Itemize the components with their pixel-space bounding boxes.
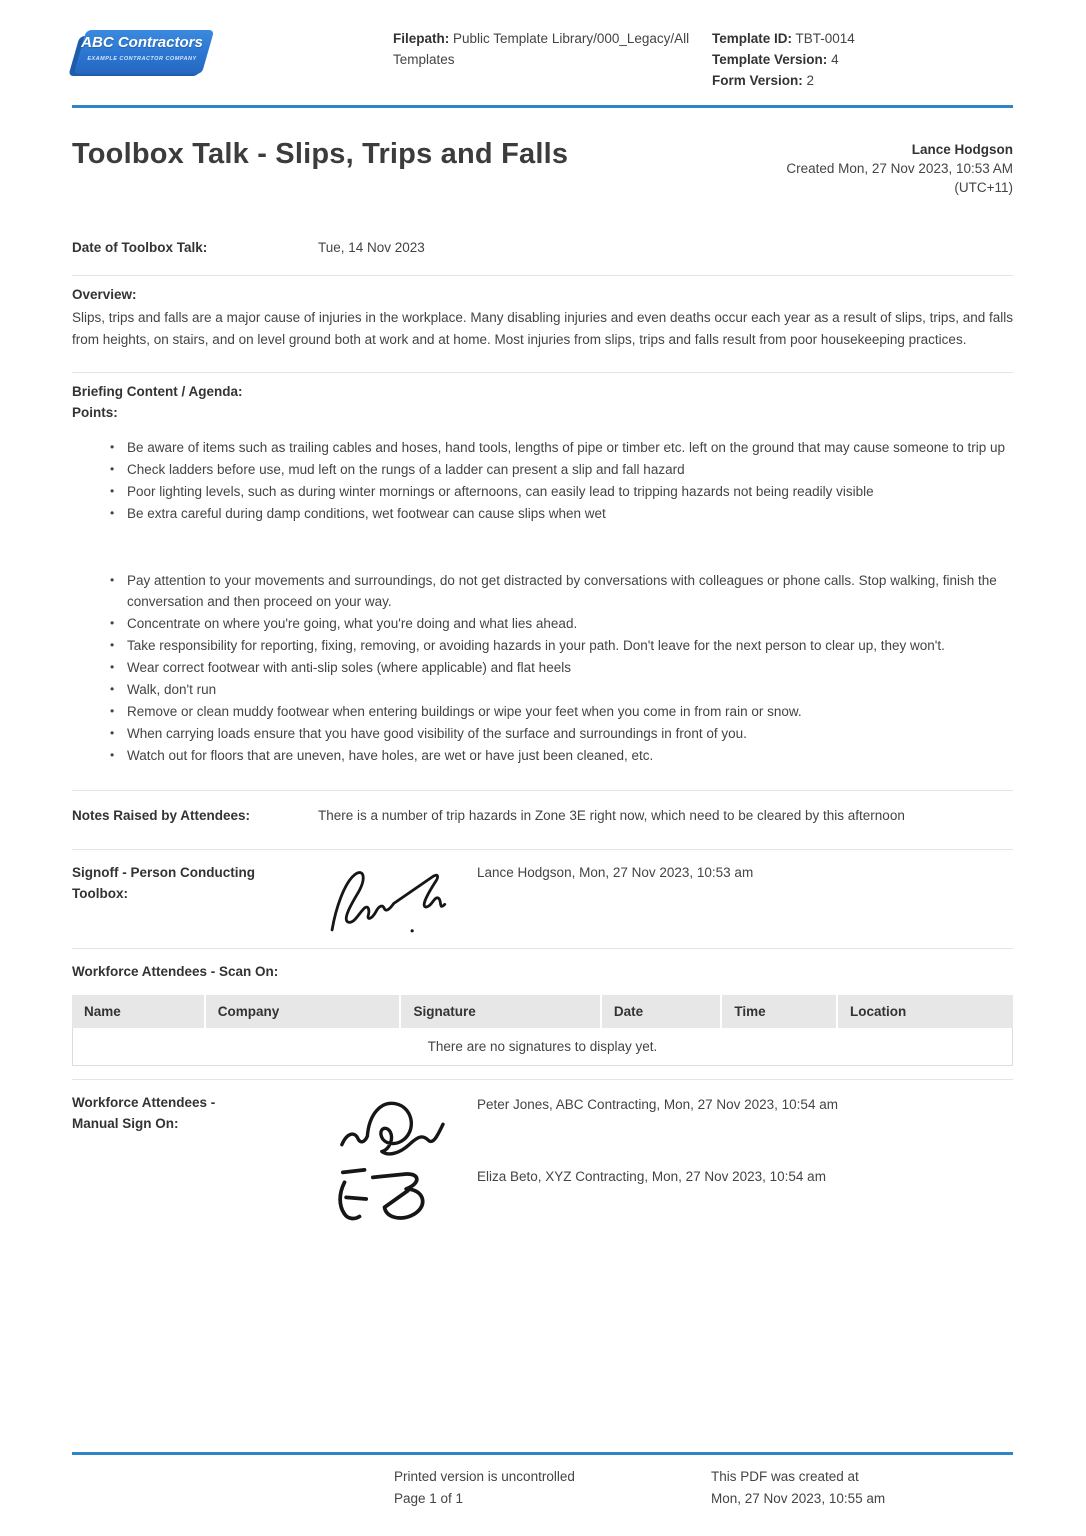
manual-sign-on-entry xyxy=(318,1164,1013,1224)
document-header xyxy=(72,28,1013,91)
overview-label: Overview: xyxy=(72,287,137,302)
briefing-point: • Pay attention to your movements and surroundings, do not get distracted by conversations with colleagues or phone calls. Stop walking, finish the conversation and then proceed on your way. xyxy=(110,570,1013,612)
signoff-value: Lance Hodgson, Mon, 27 Nov 2023, 10:53 am xyxy=(477,865,754,880)
manual-sign-on-entry xyxy=(318,1092,1013,1160)
footer-uncontrolled-note: Printed version is uncontrolled xyxy=(394,1469,575,1484)
document-footer xyxy=(72,1452,1013,1515)
filepath-value: Public Template Library/000_Legacy/All Templates xyxy=(393,31,690,67)
notes-value: There is a number of trip hazards in Zone 3E right now, which need to be cleared by this afternoon xyxy=(318,808,905,823)
overview-section xyxy=(72,276,1013,351)
briefing-point: • Be extra careful during damp conditions, wet footwear can cause slips when wet xyxy=(110,503,1013,524)
section-divider xyxy=(72,1079,1013,1080)
template-id-value: TBT-0014 xyxy=(795,31,855,46)
footer-created-datetime: Mon, 27 Nov 2023, 10:55 am xyxy=(711,1491,886,1506)
author-name: Lance Hodgson xyxy=(911,142,1013,157)
scan-on-table-header-row xyxy=(72,995,1013,1028)
form-version-value: 2 xyxy=(806,73,815,88)
manual-signature-2 xyxy=(318,1164,477,1224)
created-info xyxy=(786,138,1013,197)
manual-signature-1 xyxy=(318,1092,477,1160)
manual-entry-text: Eliza Beto, XYZ Contracting, Mon, 27 Nov 2023, 10:54 am xyxy=(477,1169,826,1184)
briefing-point: • When carrying loads ensure that you have good visibility of the surface and surroundings in front of you. xyxy=(110,723,1013,744)
footer-created-note: This PDF was created at xyxy=(711,1469,859,1484)
manual-entry-text: Peter Jones, ABC Contracting, Mon, 27 Nov 2023, 10:54 am xyxy=(477,1097,838,1112)
manual-sign-on-section xyxy=(72,1092,1013,1224)
logo-title: ABC Contractors xyxy=(81,34,203,51)
notes-label: Notes Raised by Attendees: xyxy=(72,808,251,823)
briefing-point: • Remove or clean muddy footwear when entering buildings or wipe your feet when you come in from rain or snow. xyxy=(110,701,1013,722)
briefing-section xyxy=(72,373,1013,766)
briefing-points-group-1 xyxy=(72,437,1013,524)
briefing-point: • Wear correct footwear with anti-slip soles (where applicable) and flat heels xyxy=(110,657,1013,678)
column-header-location: Location xyxy=(836,995,1013,1028)
form-version-label: Form Version: xyxy=(712,73,803,88)
column-header-time: Time xyxy=(720,995,836,1028)
column-header-name: Name xyxy=(72,995,204,1028)
date-label: Date of Toolbox Talk: xyxy=(72,240,208,255)
section-divider xyxy=(72,849,1013,850)
template-id-label: Template ID: xyxy=(712,31,793,46)
signature-eliza-beto-icon xyxy=(336,1164,428,1224)
filepath-label: Filepath: xyxy=(393,31,450,46)
briefing-label: Briefing Content / Agenda: xyxy=(72,384,243,399)
briefing-points-group-2 xyxy=(72,570,1013,766)
scan-on-table xyxy=(72,995,1013,1066)
header-divider-line xyxy=(72,105,1013,108)
signoff-label-line1: Signoff - Person Conducting xyxy=(72,865,255,880)
briefing-point: • Walk, don't run xyxy=(110,679,1013,700)
footer-left-block xyxy=(394,1466,575,1510)
created-timezone: (UTC+11) xyxy=(954,180,1013,195)
signature-lance-hodgson-icon xyxy=(318,862,450,938)
overview-text: Slips, trips and falls are a major cause of injuries in the workplace. Many disabling injuries and even deaths occur each year as a result of slips, trips, and falls from heights, on stairs, and on level ground both at work and at home. Most injuries from slips, trips and falls result from poor housekeeping practices. xyxy=(72,310,1013,347)
column-header-date: Date xyxy=(600,995,720,1028)
manual-label-line2: Manual Sign On: xyxy=(72,1116,179,1131)
notes-raised-row xyxy=(72,805,1013,826)
page-title: Toolbox Talk - Slips, Trips and Falls xyxy=(72,138,569,170)
points-label: Points: xyxy=(72,405,118,420)
briefing-point: • Concentrate on where you're going, what you're doing and what lies ahead. xyxy=(110,613,1013,634)
filepath-block xyxy=(393,28,695,70)
briefing-point: • Poor lighting levels, such as during winter mornings or afternoons, can easily lead to tripping hazards not being readily visible xyxy=(110,481,1013,502)
date-value: Tue, 14 Nov 2023 xyxy=(318,240,425,255)
signoff-label-line2: Toolbox: xyxy=(72,886,128,901)
footer-right-block xyxy=(711,1466,885,1510)
section-divider xyxy=(72,790,1013,791)
briefing-point: • Take responsibility for reporting, fixing, removing, or avoiding hazards in your path. Don't leave for the next person to clear up, they won't. xyxy=(110,635,1013,656)
signoff-section xyxy=(72,862,1013,938)
signature-peter-jones-icon xyxy=(336,1092,448,1160)
scan-on-label: Workforce Attendees - Scan On: xyxy=(72,964,279,979)
created-date: Created Mon, 27 Nov 2023, 10:53 AM xyxy=(786,161,1013,176)
template-meta-block xyxy=(712,28,855,91)
footer-page-number: Page 1 of 1 xyxy=(394,1491,464,1506)
column-header-company: Company xyxy=(204,995,400,1028)
column-header-signature: Signature xyxy=(399,995,599,1028)
signoff-label xyxy=(72,862,318,904)
template-version-value: 4 xyxy=(831,52,839,67)
briefing-point: • Watch out for floors that are uneven, have holes, are wet or have just been cleaned, etc. xyxy=(110,745,1013,766)
briefing-point: • Be aware of items such as trailing cables and hoses, hand tools, lengths of pipe or timber etc. left on the ground that may cause someone to trip up xyxy=(110,437,1013,458)
template-id-row xyxy=(712,28,855,49)
manual-sign-on-label xyxy=(72,1092,318,1134)
company-logo xyxy=(72,28,212,80)
briefing-point: • Check ladders before use, mud left on the rungs of a ladder can present a slip and fall hazard xyxy=(110,459,1013,480)
scan-on-empty-row xyxy=(72,1028,1013,1066)
template-version-label: Template Version: xyxy=(712,52,828,67)
form-version-row xyxy=(712,70,855,91)
date-of-toolbox-talk-row xyxy=(72,237,1013,258)
template-version-row xyxy=(712,49,855,70)
signoff-signature xyxy=(318,862,477,938)
scan-on-section xyxy=(72,949,1013,1066)
logo-subtitle: EXAMPLE CONTRACTOR COMPANY xyxy=(87,56,197,62)
scan-on-empty-message: There are no signatures to display yet. xyxy=(72,1028,1013,1066)
manual-label-line1: Workforce Attendees - xyxy=(72,1095,216,1110)
